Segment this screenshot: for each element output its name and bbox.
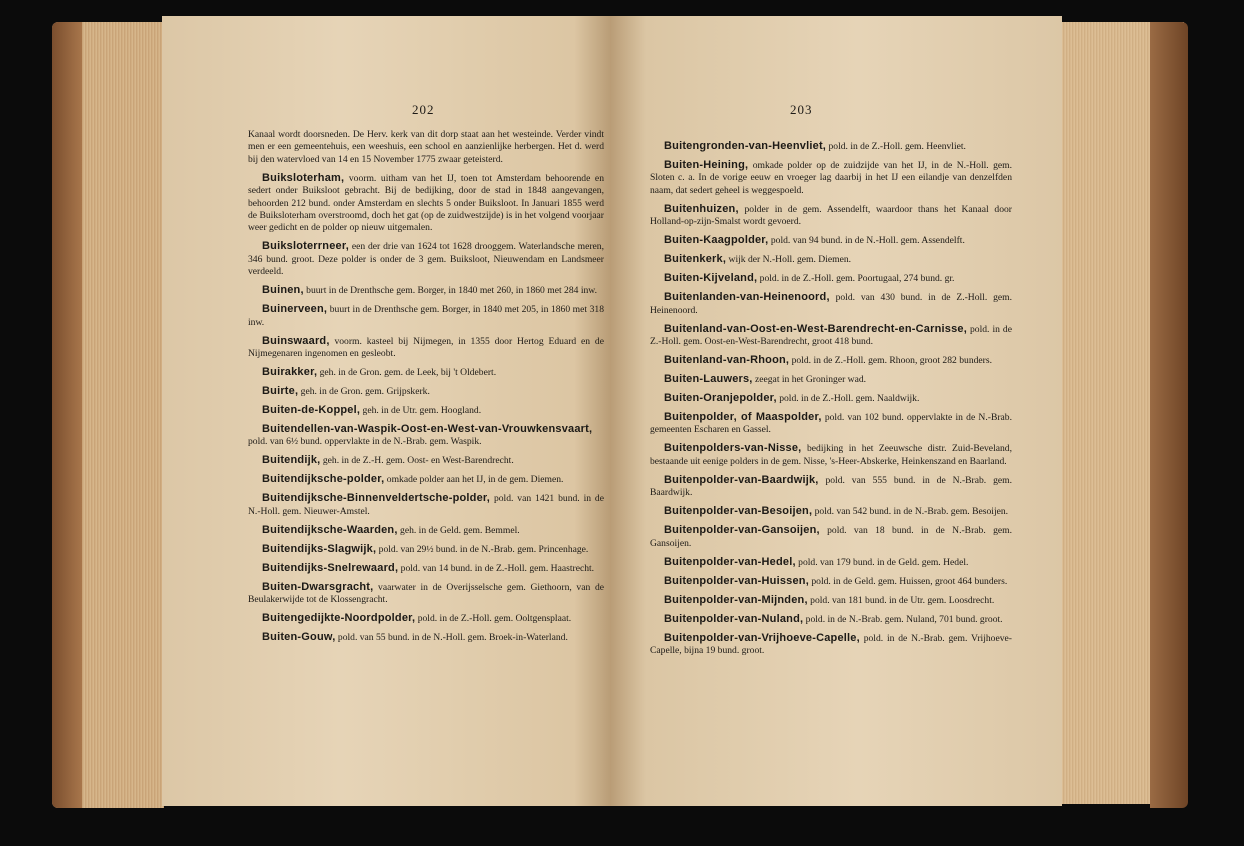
entry-headword: Buiten-Dwarsgracht, (262, 580, 374, 593)
dictionary-entry (650, 323, 1012, 349)
entry-headword: Buiksloterrneer, (262, 240, 349, 253)
entry-headword: Buitendijksche-Binnenveldertsche-polder, (262, 492, 491, 505)
dictionary-entry (650, 392, 1012, 405)
dictionary-entry (248, 385, 604, 398)
entry-text: pold. van 542 bund. in de N.-Brab. gem. Besoijen. (814, 506, 1009, 518)
right-text-column (650, 140, 1012, 663)
entry-text: buurt in de Drenthsche gem. Borger, in 1840 met 260, in 1860 met 284 inw. (306, 285, 597, 297)
entry-headword: Buitenland-van-Rhoon, (664, 354, 790, 367)
dictionary-entry (248, 366, 604, 379)
entry-text: pold. in de N.-Brab. gem. Nuland, 701 bund. groot. (805, 613, 1003, 625)
entry-text: omkade polder op de zuidzijde van het IJ, in de N.-Holl. gem. Sloten c. a. In de vorige eeuw en vroeger lag daarbij in het IJ een eilandje van denzelfden naam, dat sedert geheel is weggespoeld. (650, 160, 1012, 196)
entry-headword: Buitenpolder, of Maaspolder, (664, 411, 822, 424)
dictionary-entry (248, 543, 604, 556)
entry-text: pold. van 555 bund. in de N.-Brab. gem. Baardwijk. (650, 474, 1012, 499)
entry-headword: Buitendijks-Slagwijk, (262, 542, 377, 555)
entry-headword: Buiten-Lauwers, (664, 373, 753, 386)
dictionary-entry (650, 354, 1012, 367)
intro-paragraph: Kanaal wordt doorsneden. De Herv. kerk van dit dorp staat aan het westeinde. Verder vindt men er een gemeentehuis, een weeshuis, een school en aanzienlijke herbergen. Het d. werd bij den watervloed van 14 en 15 November 1775 zwaar geteisterd. (248, 129, 604, 165)
entry-headword: Buiksloterham, (262, 171, 345, 184)
dictionary-entry (248, 473, 604, 486)
entry-headword: Buiten-Gouw, (262, 631, 336, 644)
entry-headword: Buiten-Oranjepolder, (664, 392, 777, 405)
entry-headword: Buitenpolder-van-Hedel, (664, 555, 796, 568)
dictionary-entry (248, 612, 604, 625)
entry-headword: Buitenpolder-van-Besoijen, (664, 505, 813, 518)
entry-text: pold. van 14 bund. in de Z.-Holl. gem. Haastrecht. (400, 562, 595, 574)
right-page (610, 16, 1062, 806)
dictionary-entry (650, 140, 1012, 153)
entry-text: pold. van 18 bund. in de N.-Brab. gem. Gansoijen. (650, 525, 1012, 549)
entry-headword: Buitenpolders-van-Nisse, (664, 442, 802, 455)
entry-headword: Buinswaard, (262, 334, 330, 347)
entry-headword: Buitendijks-Snelrewaard, (262, 561, 399, 574)
entry-text: pold. van 55 bund. in de N.-Holl. gem. Broek-in-Waterland. (337, 632, 568, 644)
entry-headword: Buitenkerk, (664, 253, 727, 266)
entry-headword: Buinen, (262, 284, 304, 297)
entry-text: pold. in de Z.-Holl. gem. Poortugaal, 274 bund. gr. (759, 273, 955, 285)
entry-text: pold. in de Geld. gem. Huissen, groot 464 bunders. (811, 575, 1008, 587)
entry-text: voorm. uitham van het IJ, toen tot Amsterdam behoorende en sedert onder Buiksloot gebracht. Bij de bedijking, door de stad in 1848 aangevangen, behoorden 212 bund. onder Amsterdam en slechts 5 onder Buiksloot. In Januari 1855 werd de Buiksloterham overstroomd, doch het gat (op de zuidwestzijde) is in het volgend voorjaar weer gedicht en de polder op nieuw uitgemalen. (248, 172, 604, 234)
dictionary-entry (248, 240, 604, 278)
entry-text: pold. in de Z.-Holl. gem. Oost-en-West-Barendrecht, groot 418 bund. (650, 323, 1012, 348)
dictionary-entry (248, 562, 604, 575)
dictionary-entry (248, 631, 604, 644)
entry-headword: Buitengronden-van-Heenvliet, (664, 140, 827, 152)
entry-headword: Buiten-Kijveland, (664, 272, 758, 285)
entry-headword: Buitenpolder-van-Huissen, (664, 574, 809, 587)
dictionary-entry (650, 632, 1012, 658)
entry-text: pold. in de Z.-Holl. gem. Rhoon, groot 282 bunders. (791, 355, 992, 367)
entry-headword: Buitendijksche-Waarden, (262, 523, 398, 536)
entry-headword: Buitenlanden-van-Heinenoord, (664, 291, 830, 304)
entry-headword: Buiten-Kaagpolder, (664, 234, 769, 247)
entry-text: geh. in de Geld. gem. Bemmel. (400, 524, 520, 536)
dictionary-entry (248, 423, 604, 449)
left-entry-list (248, 172, 604, 645)
entry-headword: Buitenpolder-van-Mijnden, (664, 593, 808, 606)
entry-text: vaarwater in de Overijsselsche gem. Giethoorn, van de Beulakerwijde tot de Klossengracht. (248, 581, 604, 606)
entry-headword: Buitenhuizen, (664, 202, 739, 215)
dictionary-entry (650, 524, 1012, 550)
entry-text: voorm. kasteel bij Nijmegen, in 1355 door Hertog Eduard en de Nijmegenaren ingenomen en gesleobt. (248, 335, 604, 360)
entry-text: pold. van 430 bund. in de Z.-Holl. gem. Heinenoord. (650, 292, 1012, 316)
entry-headword: Buitendellen-van-Waspik-Oost-en-West-van-Vrouwkensvaart, (262, 423, 593, 436)
entry-headword: Buitengedijkte-Noordpolder, (262, 612, 416, 625)
dictionary-entry (650, 159, 1012, 197)
dictionary-entry (248, 581, 604, 607)
entry-text: pold. van 6½ bund. oppervlakte in de N.-Brab. gem. Waspik. (248, 436, 482, 448)
entry-text: omkade polder aan het IJ, in de gem. Diemen. (386, 474, 564, 486)
dictionary-entry (650, 556, 1012, 569)
dictionary-entry (650, 411, 1012, 437)
entry-text: pold. van 29½ bund. in de N.-Brab. gem. Princenhage. (378, 543, 589, 555)
dictionary-entry (248, 404, 604, 417)
entry-text: pold. van 181 bund. in de Utr. gem. Loosdrecht. (810, 594, 995, 606)
dictionary-entry (248, 172, 604, 235)
entry-text: polder in de gem. Assendelft, waardoor thans het Kanaal door Holland-op-zijn-Smalst wordt gevoerd. (650, 203, 1012, 228)
entry-headword: Buitenpolder-van-Gansoijen, (664, 524, 820, 537)
entry-headword: Buitenpolder-van-Vrijhoeve-Capelle, (664, 631, 860, 644)
entry-headword: Buitendijk, (262, 454, 321, 467)
entry-text: geh. in de Gron. gem. de Leek, bij 't Oldebert. (319, 367, 497, 379)
dictionary-entry (248, 335, 604, 361)
dictionary-entry (248, 303, 604, 329)
entry-headword: Buiten-Heining, (664, 159, 749, 171)
dictionary-entry (650, 203, 1012, 229)
dictionary-entry (248, 284, 604, 297)
entry-text: pold. in de Z.-Holl. gem. Naaldwijk. (779, 393, 920, 405)
dictionary-entry (248, 492, 604, 518)
entry-headword: Buitenpolder-van-Nuland, (664, 612, 804, 625)
right-entry-list (650, 140, 1012, 657)
entry-text: buurt in de Drenthsche gem. Borger, in 1840 met 205, in 1860 met 318 inw. (248, 304, 604, 328)
dictionary-entry (248, 454, 604, 467)
entry-headword: Buitenpolder-van-Baardwijk, (664, 473, 819, 486)
dictionary-entry (650, 474, 1012, 500)
dictionary-entry (248, 524, 604, 537)
dictionary-entry (650, 253, 1012, 266)
entry-headword: Buitendijksche-polder, (262, 473, 385, 486)
entry-text: pold. in de Z.-Holl. gem. Ooltgensplaat. (417, 613, 572, 625)
book-cover-right (1150, 22, 1188, 808)
left-text-column (248, 129, 604, 650)
page-number-left: 202 (412, 102, 435, 117)
entry-headword: Buiten-de-Koppel, (262, 404, 361, 417)
entry-text: bedijking in het Zeeuwsche distr. Zuid-Beveland, bestaande uit eenige polders in de gem. Nisse, 's-Heer-Abskerke, Heinkenszand en Baarland. (650, 443, 1012, 467)
dictionary-entry (650, 442, 1012, 468)
entry-text: geh. in de Z.-H. gem. Oost- en West-Barendrecht. (322, 455, 514, 467)
book-cover-left (52, 22, 82, 808)
entry-text: wijk der N.-Holl. gem. Diemen. (728, 254, 852, 266)
dictionary-entry (650, 613, 1012, 626)
entry-headword: Buinerveen, (262, 303, 328, 316)
entry-headword: Buitenland-van-Oost-en-West-Barendrecht-en-Carnisse, (664, 322, 967, 335)
entry-text: pold. van 102 bund. oppervlakte in de N.-Brab. gemeenten Escharen en Gassel. (650, 412, 1012, 436)
entry-text: pold. van 179 bund. in de Geld. gem. Hedel. (798, 556, 969, 568)
entry-text: geh. in de Utr. gem. Hoogland. (362, 405, 482, 417)
dictionary-entry (650, 505, 1012, 518)
dictionary-entry (650, 234, 1012, 247)
entry-text: zeegat in het Groninger wad. (754, 374, 867, 386)
entry-text: pold. van 1421 bund. in de N.-Holl. gem. Nieuwer-Amstel. (248, 493, 604, 517)
dictionary-entry (650, 291, 1012, 317)
entry-text: pold. van 94 bund. in de N.-Holl. gem. Assendelft. (770, 235, 965, 247)
dictionary-entry (650, 594, 1012, 607)
page-number-right: 203 (790, 102, 813, 117)
entry-headword: Buirakker, (262, 366, 318, 379)
entry-text: geh. in de Gron. gem. Grijpskerk. (300, 386, 430, 398)
dictionary-entry (650, 373, 1012, 386)
dictionary-entry (650, 575, 1012, 588)
dictionary-entry (650, 272, 1012, 285)
entry-text: pold. in de N.-Brab. gem. Vrijhoeve-Capelle, bijna 19 bund. groot. (650, 632, 1012, 657)
entry-text: pold. in de Z.-Holl. gem. Heenvliet. (828, 141, 966, 152)
entry-headword: Buirte, (262, 385, 299, 398)
entry-text: een der drie van 1624 tot 1628 drooggem. Waterlandsche meren, 346 bund. groot. Deze polder is onder de 3 gem. Buiksloot, Nieuwendam en Landsmeer verdeeld. (248, 241, 605, 278)
left-page (162, 16, 610, 806)
